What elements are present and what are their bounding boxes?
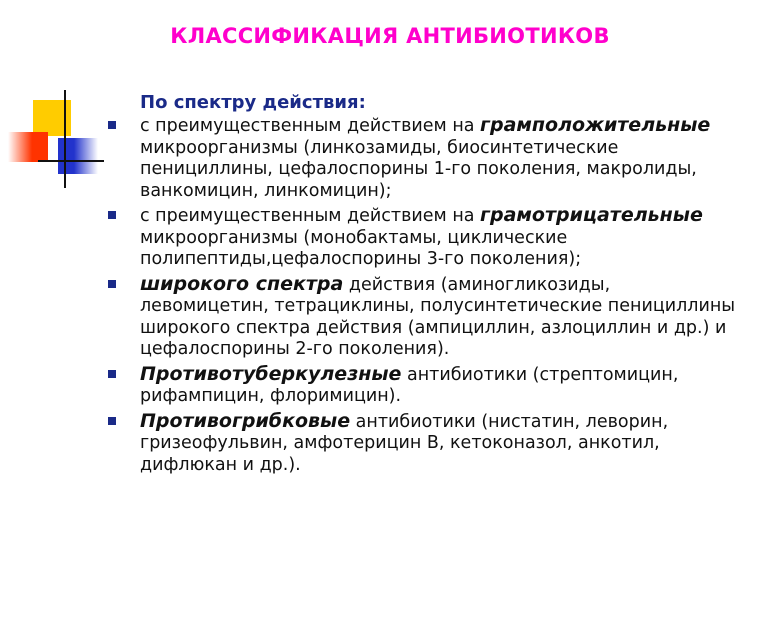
list-item bbox=[140, 411, 740, 477]
item-emphasis: Противотуберкулезные bbox=[140, 362, 402, 385]
classification-list bbox=[140, 115, 740, 476]
item-emphasis: широкого спектра bbox=[140, 272, 344, 295]
item-text: с преимущественным действием на bbox=[140, 116, 481, 136]
decor-red-square bbox=[8, 132, 48, 162]
square-bullet-icon bbox=[108, 370, 116, 378]
item-text: антибиотики (нистатин, леворин, гризеофульвин, амфотерицин В, кетоконазол, анкотил, дифлюкан и др.). bbox=[140, 411, 669, 475]
list-item bbox=[140, 274, 740, 361]
item-text: антибиотики (стрептомицин, рифампицин, флоримицин). bbox=[140, 364, 679, 406]
item-text: микроорганизмы (линкозамиды, биосинтетические пенициллины, цефалоспорины 1-го поколения, макролиды, ванкомицин, линкомицин); bbox=[140, 137, 697, 201]
square-bullet-icon bbox=[108, 280, 116, 288]
item-text: микроорганизмы (монобактамы, циклические полипептиды,цефалоспорины 3-го поколения); bbox=[140, 227, 582, 269]
decor-horizontal-line bbox=[38, 160, 104, 162]
item-emphasis: грамотрицательные bbox=[480, 204, 703, 226]
list-item bbox=[140, 364, 740, 408]
slide-content bbox=[140, 92, 740, 479]
item-text: действия (аминогликозиды, левомицетин, тетрациклины, полусинтетические пенициллины широкого спектра действия (ампициллин, азлоциллин и др.) и цефалоспорины 2-го поколения). bbox=[140, 274, 736, 359]
slide-subtitle: По спектру действия: bbox=[140, 92, 366, 113]
list-item bbox=[140, 115, 740, 202]
decor-vertical-line bbox=[64, 90, 66, 188]
item-text: с преимущественным действием на bbox=[140, 206, 481, 226]
decorative-squares bbox=[0, 90, 110, 190]
slide-title: КЛАССИФИКАЦИЯ АНТИБИОТИКОВ bbox=[170, 24, 610, 48]
item-emphasis: грамположительные bbox=[480, 114, 711, 136]
square-bullet-icon bbox=[108, 211, 116, 219]
square-bullet-icon bbox=[108, 121, 116, 129]
item-emphasis: Противогрибковые bbox=[140, 409, 351, 432]
list-item bbox=[140, 205, 740, 271]
square-bullet-icon bbox=[108, 417, 116, 425]
